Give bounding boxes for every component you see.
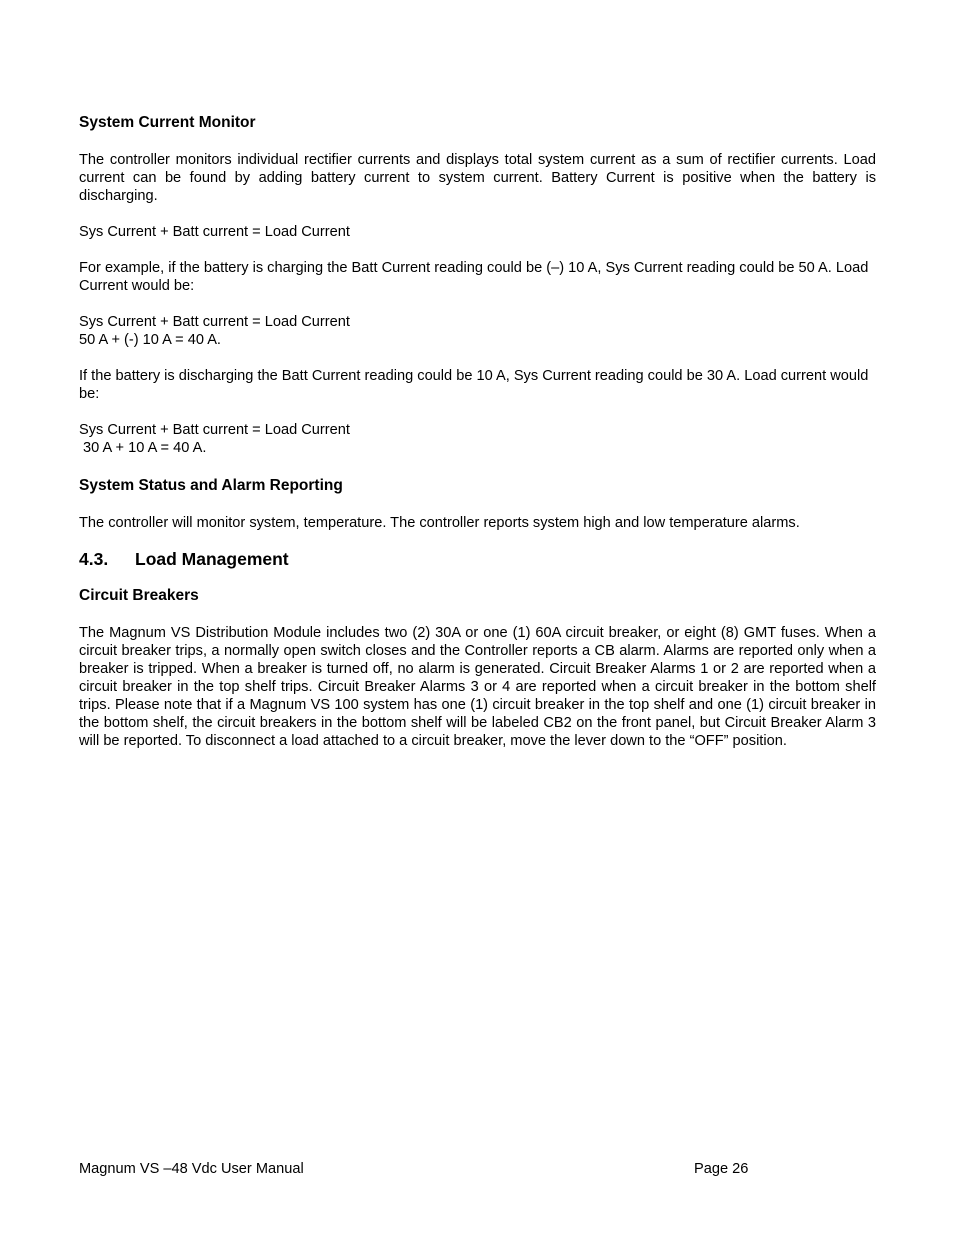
heading-system-status-alarm: System Status and Alarm Reporting bbox=[79, 477, 343, 494]
paragraph-discharging-example: If the battery is discharging the Batt Current reading could be 10 A, Sys Current reading could be 30 A. Load current would be: bbox=[79, 368, 869, 402]
footer-page-number: Page 26 bbox=[694, 1161, 749, 1177]
paragraph-system-current-intro: The controller monitors individual rectifier currents and displays total system current as a sum of rectifier currents. Load current can be found by adding battery current to system current. Battery Current is positive when the battery is discharging. bbox=[79, 152, 876, 204]
section-heading-load-management bbox=[79, 548, 876, 570]
footer-manual-title: Magnum VS –48 Vdc User Manual bbox=[79, 1161, 304, 1177]
example-discharging-formula: Sys Current + Batt current = Load Current bbox=[79, 422, 350, 438]
paragraph-circuit-breakers: The Magnum VS Distribution Module includes two (2) 30A or one (1) 60A circuit breaker, or eight (8) GMT fuses. When a circuit breaker trips, a normally open switch closes and the Controller reports a CB alarm. Alarms are reported only when a breaker is tripped. When a breaker is turned off, no alarm is generated. Circuit Breaker Alarms 1 or 2 are reported when a circuit breaker in the top shelf trips. Circuit Breaker Alarms 3 or 4 are reported when a circuit breaker in the bottom shelf trips. Please note that if a Magnum VS 100 system has one (1) circuit breaker in the top shelf and one (1) circuit breaker in the bottom shelf, the circuit breakers in the bottom shelf will be labeled CB2 on the front panel, but Circuit Breaker Alarm 3 will be reported. To disconnect a load attached to a circuit breaker, move the lever down to the “OFF” position. bbox=[79, 625, 876, 749]
paragraph-charging-example: For example, if the battery is charging the Batt Current reading could be (–) 10 A, Sys Current reading could be 50 A. Load Current would be: bbox=[79, 260, 869, 294]
example-discharging-result: 30 A + 10 A = 40 A. bbox=[79, 440, 207, 456]
document-body bbox=[79, 113, 876, 768]
heading-circuit-breakers: Circuit Breakers bbox=[79, 587, 199, 604]
example-charging-formula: Sys Current + Batt current = Load Current bbox=[79, 314, 350, 330]
section-title: Load Management bbox=[135, 549, 289, 569]
equation-load-current: Sys Current + Batt current = Load Current bbox=[79, 224, 350, 240]
section-number: 4.3. bbox=[79, 549, 109, 569]
heading-system-current-monitor: System Current Monitor bbox=[79, 114, 256, 131]
example-charging-result: 50 A + (-) 10 A = 40 A. bbox=[79, 332, 221, 348]
paragraph-status-alarm: The controller will monitor system, temperature. The controller reports system high and low temperature alarms. bbox=[79, 515, 800, 531]
example-charging bbox=[79, 313, 876, 349]
example-discharging bbox=[79, 421, 876, 457]
